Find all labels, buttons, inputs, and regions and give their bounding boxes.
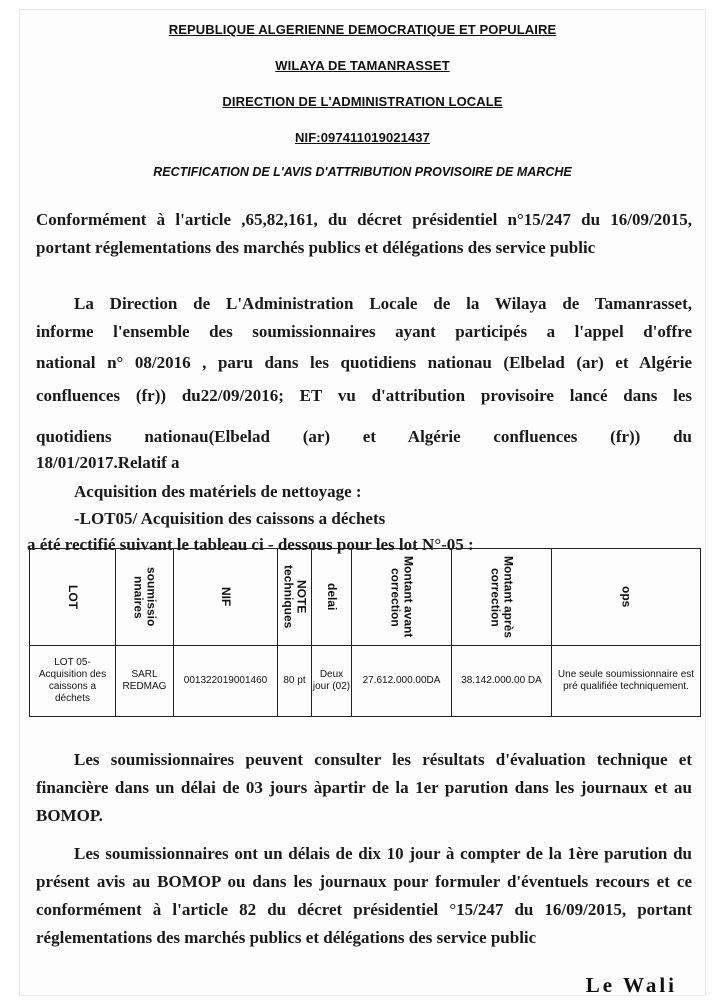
cell-note: 80 pt [278,646,312,717]
cell-soumissionnaire: SARL REDMAG [116,646,174,717]
wali-signature: Le Wali [585,973,677,997]
header-ops: ops [552,549,701,646]
closing-paragraph-2: Les soumissionnaires ont un délais de dix 10 jour à compter de la 1ère parution du présent avis au BOMOP ou dans les journaux pour formuler d'éventuels recours et ce conformément à l'article 82 du décret présidentiel °15/247 du 16/09/2015, portant réglementations des marchés publics et délégations des service public [36,844,692,947]
cell-montant-avant: 27.612.000.00DA [352,646,452,717]
intro-paragraph: Conformément à l'article ,65,82,161, du décret présidentiel n°15/247 du 16/09/2015, portant réglementations des marchés publics et délégations des service public [36,210,692,257]
closing-paragraph-1: Les soumissionnaires peuvent consulter les résultats d'évaluation technique et financière dans un délai de 03 jours àpartir de la 1er parution dans les journaux et au BOMOP. [36,750,692,825]
direction-header: DIRECTION DE L'ADMINISTRATION LOCALE [222,94,503,109]
object-line: Acquisition des matériels de nettoyage : [74,482,362,501]
lot-line: -LOT05/ Acquisition des caissons a déchets [74,509,386,528]
results-table [29,548,701,717]
body-line-6: 18/01/2017.Relatif a [36,453,180,472]
body-line-2: informe l'ensemble des soumissionnaires ayant participés a l'appel d'offre [36,322,692,341]
header-lot: LOT [30,549,116,646]
table-row [30,646,701,717]
cell-nif: 001322019001460 [174,646,278,717]
nif-header: NIF:097411019021437 [295,130,430,145]
republic-header: REPUBLIQUE ALGERIENNE DEMOCRATIQUE ET POPULAIRE [168,22,557,37]
cell-montant-apres: 38.142.000.00 DA [452,646,552,717]
header-montant-apres: Montant après correction [452,549,552,646]
header-montant-avant: Montant avant correction [352,549,452,646]
cell-delai: Deux jour (02) [312,646,352,717]
body-line-3: national n° 08/2016 , paru dans les quotidiens nationau (Elbelad (ar) et Algérie [36,353,692,372]
body-line-4: confluences (fr)) du22/09/2016; ET vu d'attribution provisoire lancé dans les [36,386,692,405]
header-nif: NIF [174,549,278,646]
wilaya-header: WILAYA DE TAMANRASSET [275,58,450,73]
body-line-5: quotidiens nationau(Elbelad (ar) et Algérie confluences (fr)) du [36,427,692,446]
header-delai: delai [312,549,352,646]
cell-lot: LOT 05- Acquisition des caissons a déchets [30,646,116,717]
header-note: NOTE techniques [278,549,312,646]
body-line-1: La Direction de L'Administration Locale de la Wilaya de Tamanrasset, [74,294,692,313]
document-title: RECTIFICATION DE L'AVIS D'ATTRIBUTION PROVISOIRE DE MARCHE [153,165,572,179]
cell-ops: Une seule soumissionnaire est pré qualifiée techniquement. [552,646,701,717]
table-intro: a été rectifié suivant le tableau ci - dessous pour les lot N°-05 : [27,535,474,554]
table-header-row [30,549,701,646]
document-page [20,10,705,995]
header-soumissionnaires: soumissio nnaires [116,549,174,646]
